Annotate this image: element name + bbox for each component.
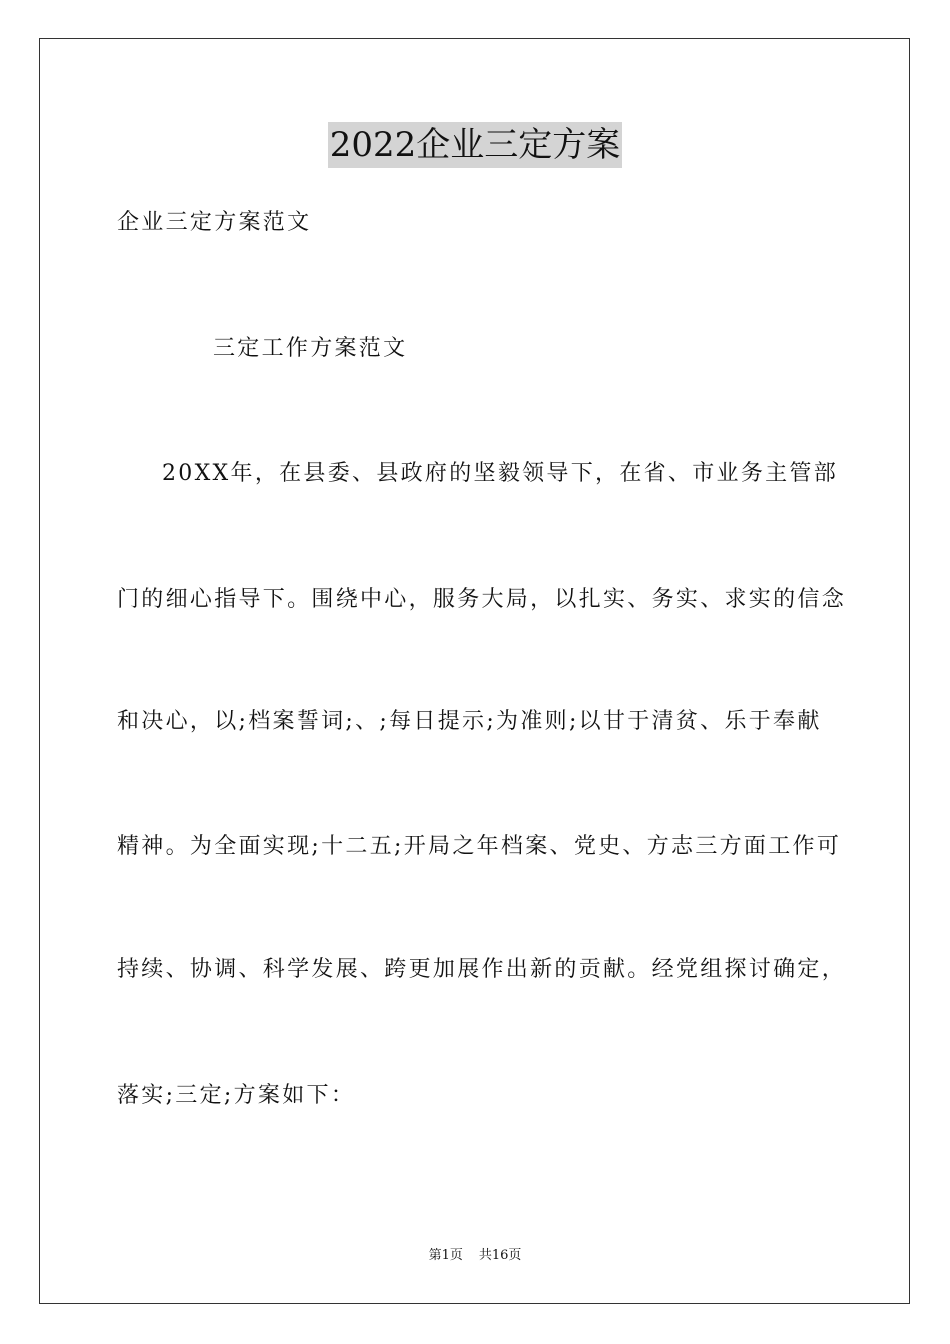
body-line: 精神。为全面实现;十二五;开局之年档案、党史、方志三方面工作可 <box>117 834 842 859</box>
title-container <box>0 122 950 168</box>
document-subtitle: 企业三定方案范文 <box>117 210 312 235</box>
page-footer <box>0 1246 950 1266</box>
body-line: 门的细心指导下。围绕中心，服务大局，以扎实、务实、求实的信念 <box>117 587 847 612</box>
page-total: 共16页 <box>478 1248 522 1263</box>
document-title: 2022企业三定方案 <box>328 122 623 168</box>
page-number: 第1页 <box>428 1248 463 1263</box>
body-line: 和决心，以;档案誓词;、;每日提示;为准则;以甘于清贫、乐于奉献 <box>117 709 822 734</box>
body-line: 20XX年，在县委、县政府的坚毅领导下，在省、市业务主管部 <box>162 461 839 486</box>
body-line: 落实;三定;方案如下： <box>117 1083 356 1108</box>
body-line: 持续、协调、科学发展、跨更加展作出新的贡献。经党组探讨确定， <box>117 957 847 982</box>
section-heading: 三定工作方案范文 <box>213 336 408 361</box>
